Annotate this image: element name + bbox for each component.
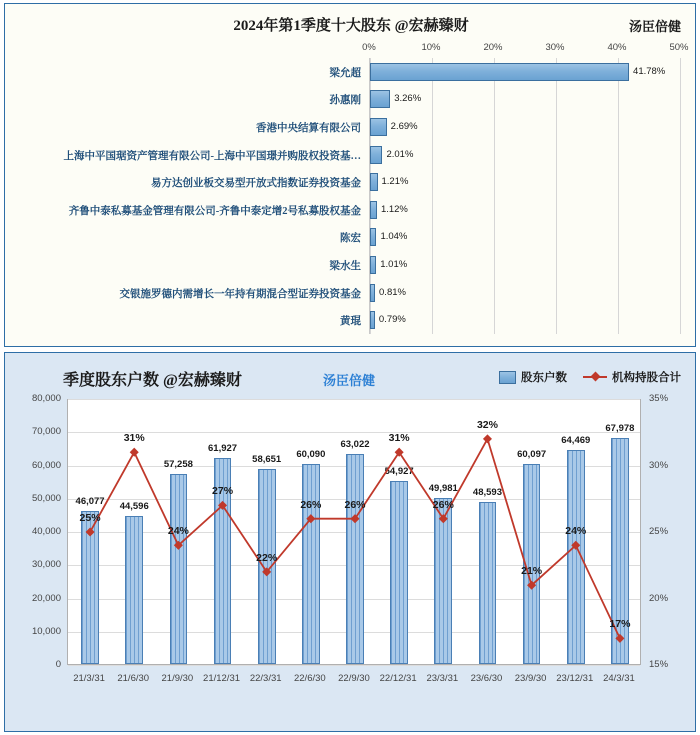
panel2-legend (499, 369, 681, 385)
panel1-bar[interactable] (370, 173, 378, 191)
panel1-bar[interactable] (370, 90, 390, 108)
panel2-line-marker[interactable] (483, 434, 492, 443)
panel2-bar-value: 44,596 (119, 500, 149, 512)
legend-item-bars (499, 369, 567, 385)
panel2-bar-value: 61,927 (208, 443, 238, 455)
panel2-line-value: 26% (344, 498, 366, 511)
panel2-line-value: 21% (521, 565, 543, 578)
panel2-x-tick: 21/12/31 (203, 673, 241, 684)
panel1-bar-row (370, 251, 679, 279)
panel2-y-tick: 30,000 (31, 559, 61, 571)
panel2-bar-value: 57,258 (163, 458, 193, 470)
panel1-category-label: 易方达创业板交易型开放式指数证券投资基金 (151, 178, 361, 190)
top-shareholders-panel (4, 3, 696, 347)
panel1-bar-value: 1.21% (381, 176, 409, 188)
panel1-bar-row (370, 58, 679, 86)
panel1-x-axis (362, 42, 689, 56)
panel1-x-tick: 20% (483, 42, 503, 53)
panel1-bar-value: 0.81% (379, 286, 406, 298)
panel2-y-tick: 80,000 (31, 393, 61, 404)
panel1-category-label: 黄琨 (340, 316, 361, 328)
panel1-bar-row (370, 224, 679, 252)
panel2-y2-tick: 30% (649, 459, 669, 471)
panel1-bar-row (370, 279, 679, 307)
panel1-gridline (680, 58, 681, 334)
panel2-line-value: 17% (609, 618, 631, 631)
panel1-category-label: 交银施罗德内需增长一年持有期混合型证券投资基金 (119, 288, 361, 300)
panel1-bar[interactable] (370, 118, 387, 136)
panel2-line-value: 26% (432, 498, 454, 511)
panel2-line-value: 24% (565, 525, 587, 538)
panel1-bar[interactable] (370, 256, 376, 274)
panel2-x-tick: 23/6/30 (470, 673, 503, 684)
panel1-category-label: 孙惠刚 (329, 95, 361, 107)
panel2-x-tick: 23/9/30 (514, 673, 547, 684)
panel1-x-tick: 10% (421, 42, 441, 53)
panel2-y2-tick: 25% (649, 526, 669, 537)
panel2-x-tick: 22/3/31 (249, 673, 282, 684)
panel2-line-value: 31% (388, 432, 410, 445)
panel2-bar-value: 46,077 (75, 495, 105, 507)
panel1-bar[interactable] (370, 311, 375, 329)
panel2-y-tick: 20,000 (31, 592, 61, 604)
panel2-y2-tick: 35% (649, 393, 669, 404)
panel1-category-label: 香港中央结算有限公司 (256, 123, 361, 134)
panel2-title: 季度股东户数 @宏赫臻财 (63, 372, 242, 389)
panel2-line-value: 27% (212, 485, 234, 498)
panel1-bar-value: 41.78% (633, 65, 666, 77)
panel2-bar-value: 67,978 (605, 422, 635, 434)
panel2-line-marker[interactable] (615, 634, 624, 643)
panel2-x-tick: 22/9/30 (338, 673, 370, 684)
legend-bar-swatch-icon (499, 371, 516, 384)
panel2-gridline (68, 665, 640, 666)
panel2-bar-value: 48,593 (472, 487, 502, 499)
panel2-line-value: 31% (123, 432, 145, 445)
panel1-bar[interactable] (370, 146, 382, 164)
panel1-bar-row (370, 196, 679, 224)
legend-line-label: 机构持股合计 (612, 372, 681, 384)
panel2-line-value: 25% (79, 512, 101, 524)
panel1-category-label: 梁水生 (329, 261, 361, 272)
panel2-x-tick: 23/12/31 (556, 673, 594, 684)
panel2-x-tick: 22/12/31 (379, 673, 417, 684)
panel2-x-tick: 24/3/31 (603, 673, 635, 684)
legend-line-swatch-icon (583, 372, 607, 382)
panel1-bar-value: 1.12% (380, 203, 408, 215)
panel1-bar-value: 1.04% (380, 231, 408, 243)
panel1-bar[interactable] (370, 284, 375, 302)
panel2-x-tick: 23/3/31 (426, 673, 459, 684)
panel2-line-value: 32% (476, 418, 498, 431)
panel2-bar-value: 58,651 (252, 453, 282, 465)
panel1-bar-value: 2.69% (390, 120, 418, 132)
panel1-plot-area (369, 58, 679, 334)
panel1-bar-value: 2.01% (386, 148, 414, 160)
panel2-bar-value: 60,090 (296, 449, 326, 461)
panel2-brand: 汤臣倍健 (323, 373, 376, 388)
panel2-x-tick: 21/3/31 (73, 673, 105, 684)
legend-bar-label: 股东户数 (521, 372, 567, 384)
panel1-bar-row (370, 168, 679, 196)
panel2-line-value: 26% (300, 498, 322, 511)
panel2-y-tick: 60,000 (31, 459, 61, 471)
panel2-bar-value: 64,469 (561, 434, 591, 446)
panel1-category-label: 上海中平国琚资产管理有限公司-上海中平国璟并购股权投资基… (63, 150, 361, 162)
panel1-bar[interactable] (370, 201, 377, 219)
panel1-bar-row (370, 86, 679, 114)
panel2-y-tick: 40,000 (31, 526, 61, 537)
panel2-line-value: 22% (256, 551, 278, 564)
panel1-x-tick: 50% (669, 42, 689, 53)
panel2-y-tick: 70,000 (31, 426, 61, 438)
panel2-line-series (68, 399, 642, 665)
panel1-category-label: 陈宏 (340, 233, 361, 245)
panel1-bar[interactable] (370, 63, 629, 81)
panel2-y-tick: 10,000 (31, 625, 61, 637)
panel1-x-tick: 40% (607, 42, 627, 53)
panel2-x-tick: 21/9/30 (161, 673, 194, 684)
panel1-x-tick: 30% (545, 42, 565, 53)
panel2-y2-tick: 15% (649, 659, 669, 670)
panel2-bar-value: 60,097 (517, 449, 547, 461)
panel2-y2-tick: 20% (649, 592, 669, 604)
panel2-line-marker[interactable] (130, 448, 139, 457)
panel1-category-label: 梁允超 (329, 67, 361, 79)
panel1-category-label: 齐鲁中泰私募基金管理有限公司-齐鲁中泰定增2号私募股权基金 (68, 205, 361, 217)
panel2-bar-value: 49,981 (428, 482, 458, 494)
panel1-title: 2024年第1季度十大股东 @宏赫臻财 (233, 18, 469, 34)
panel1-bar-value: 3.26% (394, 93, 422, 105)
panel2-bar-value: 63,022 (340, 439, 370, 451)
panel2-line-marker[interactable] (86, 527, 95, 536)
panel2-x-tick: 22/6/30 (293, 673, 326, 684)
panel1-bar-value: 0.79% (378, 314, 406, 326)
panel1-x-tick: 0% (362, 42, 376, 53)
panel2-y-tick: 0 (55, 659, 61, 670)
panel2-y-tick: 50,000 (31, 492, 61, 504)
panel2-plot-area (67, 399, 641, 665)
shareholder-count-panel (4, 352, 696, 732)
panel1-bar-row (370, 113, 679, 141)
panel1-bar-row (370, 306, 679, 334)
panel2-line-value: 24% (167, 525, 189, 538)
legend-item-line (583, 369, 681, 385)
panel2-bar-value: 54,927 (384, 466, 414, 478)
panel2-x-tick: 21/6/30 (117, 673, 150, 684)
panel1-bar-row (370, 141, 679, 169)
panel1-brand: 汤臣倍健 (628, 19, 681, 34)
panel1-bar-value: 1.01% (380, 258, 408, 270)
panel1-bar[interactable] (370, 228, 376, 246)
